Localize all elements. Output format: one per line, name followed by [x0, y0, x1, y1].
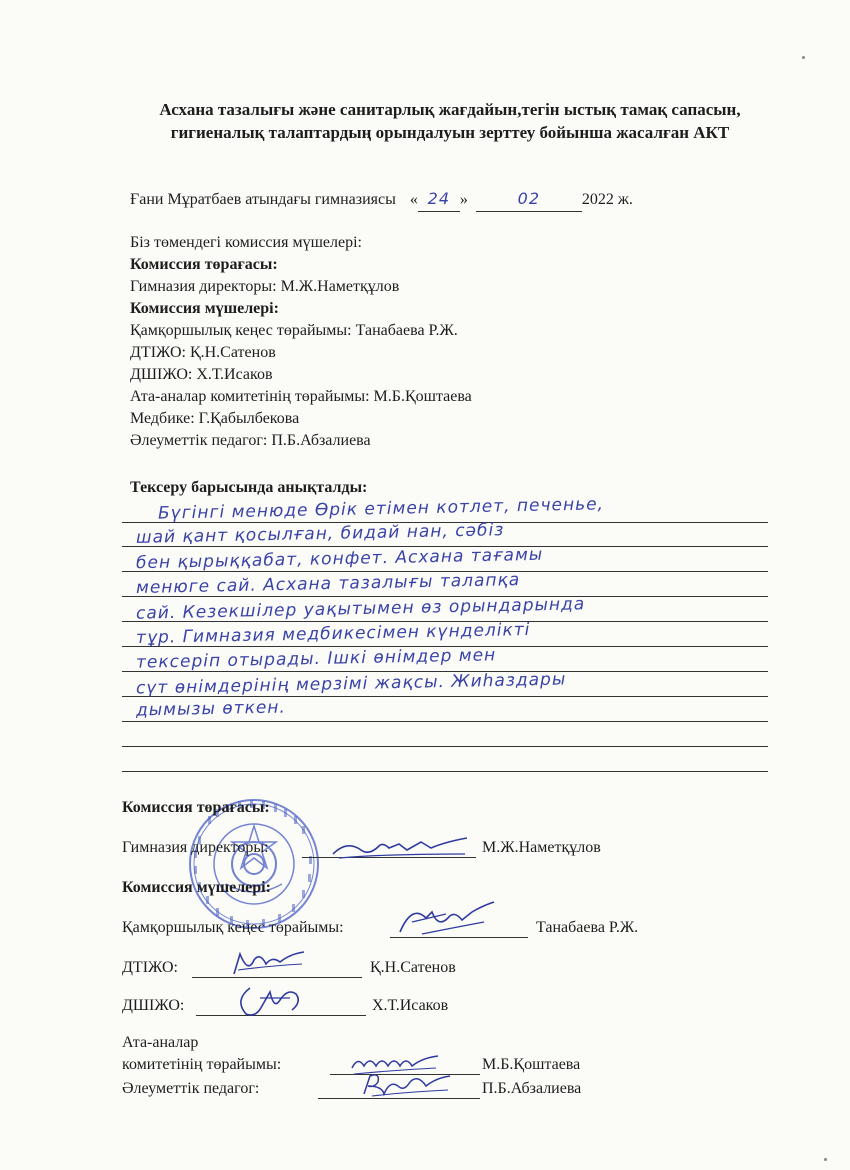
signature-mark	[392, 898, 502, 942]
paper-speck	[802, 56, 805, 59]
date-month: 02	[517, 189, 541, 208]
handwritten-line: дымызы өткен.	[135, 697, 287, 721]
handwritten-line: менюге сай. Асхана тазалығы талапқа	[135, 569, 521, 599]
sign-role-line1: Ата-аналар	[122, 1034, 199, 1051]
member-line: Ата-аналар комитетінің төрайымы: М.Б.Қоштаева	[130, 388, 472, 405]
date-year: 2022 ж.	[581, 191, 633, 208]
sign-name: Танабаева Р.Ж.	[536, 919, 639, 936]
sign-name: М.Б.Қоштаева	[482, 1056, 581, 1073]
handwritten-line: сүт өнімдерінің мерзімі жақсы. Жиһаздары	[135, 669, 567, 699]
sign-role: ДШІЖО:	[122, 997, 185, 1014]
date-day: 24	[427, 189, 451, 208]
signature-mark	[325, 832, 475, 866]
member-line: Медбике: Г.Қабылбекова	[130, 410, 300, 427]
member-line: Қамқоршылық кеңес төрайымы: Танабаева Р.Ж.	[130, 322, 458, 339]
sign-role: ДТІЖО:	[122, 959, 178, 976]
sign-role: Әлеуметтік педагог:	[122, 1080, 260, 1097]
signature-mark	[228, 946, 308, 982]
chair-line: Гимназия директоры: М.Ж.Наметқұлов	[130, 278, 400, 295]
ruled-line	[122, 771, 768, 772]
school-name: Ғани Мұратбаев атындағы гимназиясы	[130, 191, 396, 208]
sign-role-line2: комитетінің төрайымы:	[122, 1056, 282, 1073]
school-date-line	[130, 188, 633, 212]
sign-chair-heading: Комиссия төрағасы:	[122, 799, 270, 816]
handwritten-line: тұр. Гимназия медбикесімен күнделікті	[135, 619, 531, 649]
signature-mark	[356, 1068, 456, 1102]
handwritten-line: тексеріп отырады. Ішкі өнімдер мен	[135, 645, 497, 673]
findings-heading: Тексеру барысында анықталды:	[130, 479, 368, 496]
handwritten-line: Бүгінгі менюде Өрік етімен котлет, печенье,	[157, 494, 605, 524]
members-heading: Комиссия мүшелері:	[130, 300, 279, 317]
chair-heading: Комиссия төрағасы:	[130, 256, 278, 273]
member-line: Әлеуметтік педагог: П.Б.Абзалиева	[130, 432, 371, 449]
quote-open: «	[409, 191, 418, 208]
ruled-line	[122, 721, 768, 722]
sign-name: П.Б.Абзалиева	[482, 1080, 582, 1097]
handwritten-line: шай қант қосылған, бидай нан, сәбіз	[135, 520, 505, 548]
paper-speck	[824, 1158, 827, 1161]
member-line: ДТІЖО: Қ.Н.Сатенов	[130, 344, 276, 361]
quote-close: »	[459, 191, 468, 208]
sign-role: Қамқоршылық кеңес төрайымы:	[122, 919, 344, 936]
sign-name: Қ.Н.Сатенов	[370, 959, 456, 976]
sign-role: Гимназия директоры:	[122, 839, 269, 856]
sign-members-heading: Комиссия мүшелері:	[122, 879, 271, 896]
sign-name: М.Ж.Наметқұлов	[482, 839, 601, 856]
document-title: Асхана тазалығы және санитарлық жағдайын,тегін ыстық тамақ сапасын, гигиеналық талаптардың орындалуын зерттеу бойынша жасалған АКТ	[159, 100, 741, 142]
commission-intro: Біз төмендегі комиссия мүшелері:	[130, 234, 362, 251]
handwritten-line: сай. Кезекшілер уақытымен өз орындарында	[135, 594, 586, 624]
handwritten-line: бен қырыққабат, конфет. Асхана тағамы	[135, 544, 544, 574]
sign-name: Х.Т.Исаков	[372, 997, 449, 1014]
ruled-line	[122, 746, 768, 747]
member-line: ДШІЖО: Х.Т.Исаков	[130, 366, 273, 383]
signature-mark	[230, 980, 310, 1022]
